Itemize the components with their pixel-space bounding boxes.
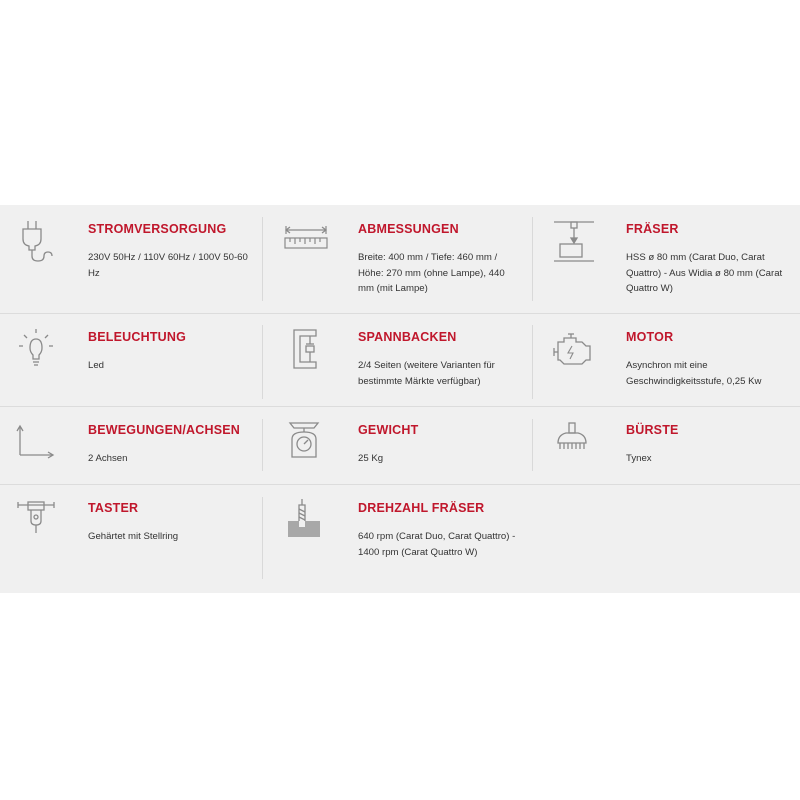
brush-icon (550, 419, 598, 467)
light-bulb-icon (14, 326, 62, 374)
milling-cutter-icon (550, 218, 598, 266)
row-divider (0, 484, 800, 485)
column-divider (262, 217, 263, 301)
spec-title: ABMESSUNGEN (358, 222, 459, 236)
spec-description: Led (88, 360, 105, 371)
column-divider (532, 419, 533, 471)
spec-title: BEWEGUNGEN/ACHSEN (88, 423, 241, 437)
spec-description: 2 Achsen (88, 453, 128, 464)
engine-icon (550, 326, 598, 374)
row-divider (0, 406, 800, 407)
column-divider (262, 419, 263, 471)
spec-title: DREHZAHL FRÄSER (358, 501, 485, 515)
spec-description: 25 Kg (358, 453, 384, 464)
scale-icon (282, 417, 330, 465)
spec-title: GEWICHT (358, 423, 419, 437)
spec-description: Tynex (626, 453, 652, 464)
spec-description: Breite: 400 mm / Tiefe: 460 mm / Höhe: 270 mm (ohne Lampe), 440 mm (mit Lampe) (358, 252, 505, 294)
row-divider (0, 313, 800, 314)
column-divider (532, 325, 533, 399)
axes-icon (14, 421, 62, 469)
spec-title: FRÄSER (626, 222, 679, 236)
spec-description: Asynchron mit eine Geschwindigkeitsstufe, 0,25 Kw (626, 360, 762, 387)
probe-icon (14, 497, 62, 545)
spec-description: HSS ø 80 mm (Carat Duo, Carat Quattro) - Aus Widia ø 80 mm (Carat Quattro W) (626, 252, 783, 294)
spec-title: STROMVERSORGUNG (88, 222, 227, 236)
spec-description: 640 rpm (Carat Duo, Carat Quattro) - 1400 rpm (Carat Quattro W) (358, 531, 516, 558)
column-divider (532, 217, 533, 301)
spec-title: SPANNBACKEN (358, 330, 457, 344)
drill-speed-icon (282, 497, 330, 545)
spec-description: Gehärtet mit Stellring (88, 531, 179, 542)
column-divider (262, 325, 263, 399)
spec-title: BELEUCHTUNG (88, 330, 187, 344)
spec-title: BÜRSTE (626, 423, 679, 437)
ruler-dimensions-icon (282, 222, 330, 270)
specifications-panel (0, 205, 800, 593)
spec-title: MOTOR (626, 330, 674, 344)
spec-description: 230V 50Hz / 110V 60Hz / 100V 50-60 Hz (88, 252, 248, 279)
spec-description: 2/4 Seiten (weitere Varianten für bestimmte Märkte verfügbar) (358, 360, 495, 387)
clamp-icon (282, 326, 330, 374)
spec-title: TASTER (88, 501, 139, 515)
column-divider (262, 497, 263, 579)
power-plug-icon (14, 218, 62, 266)
